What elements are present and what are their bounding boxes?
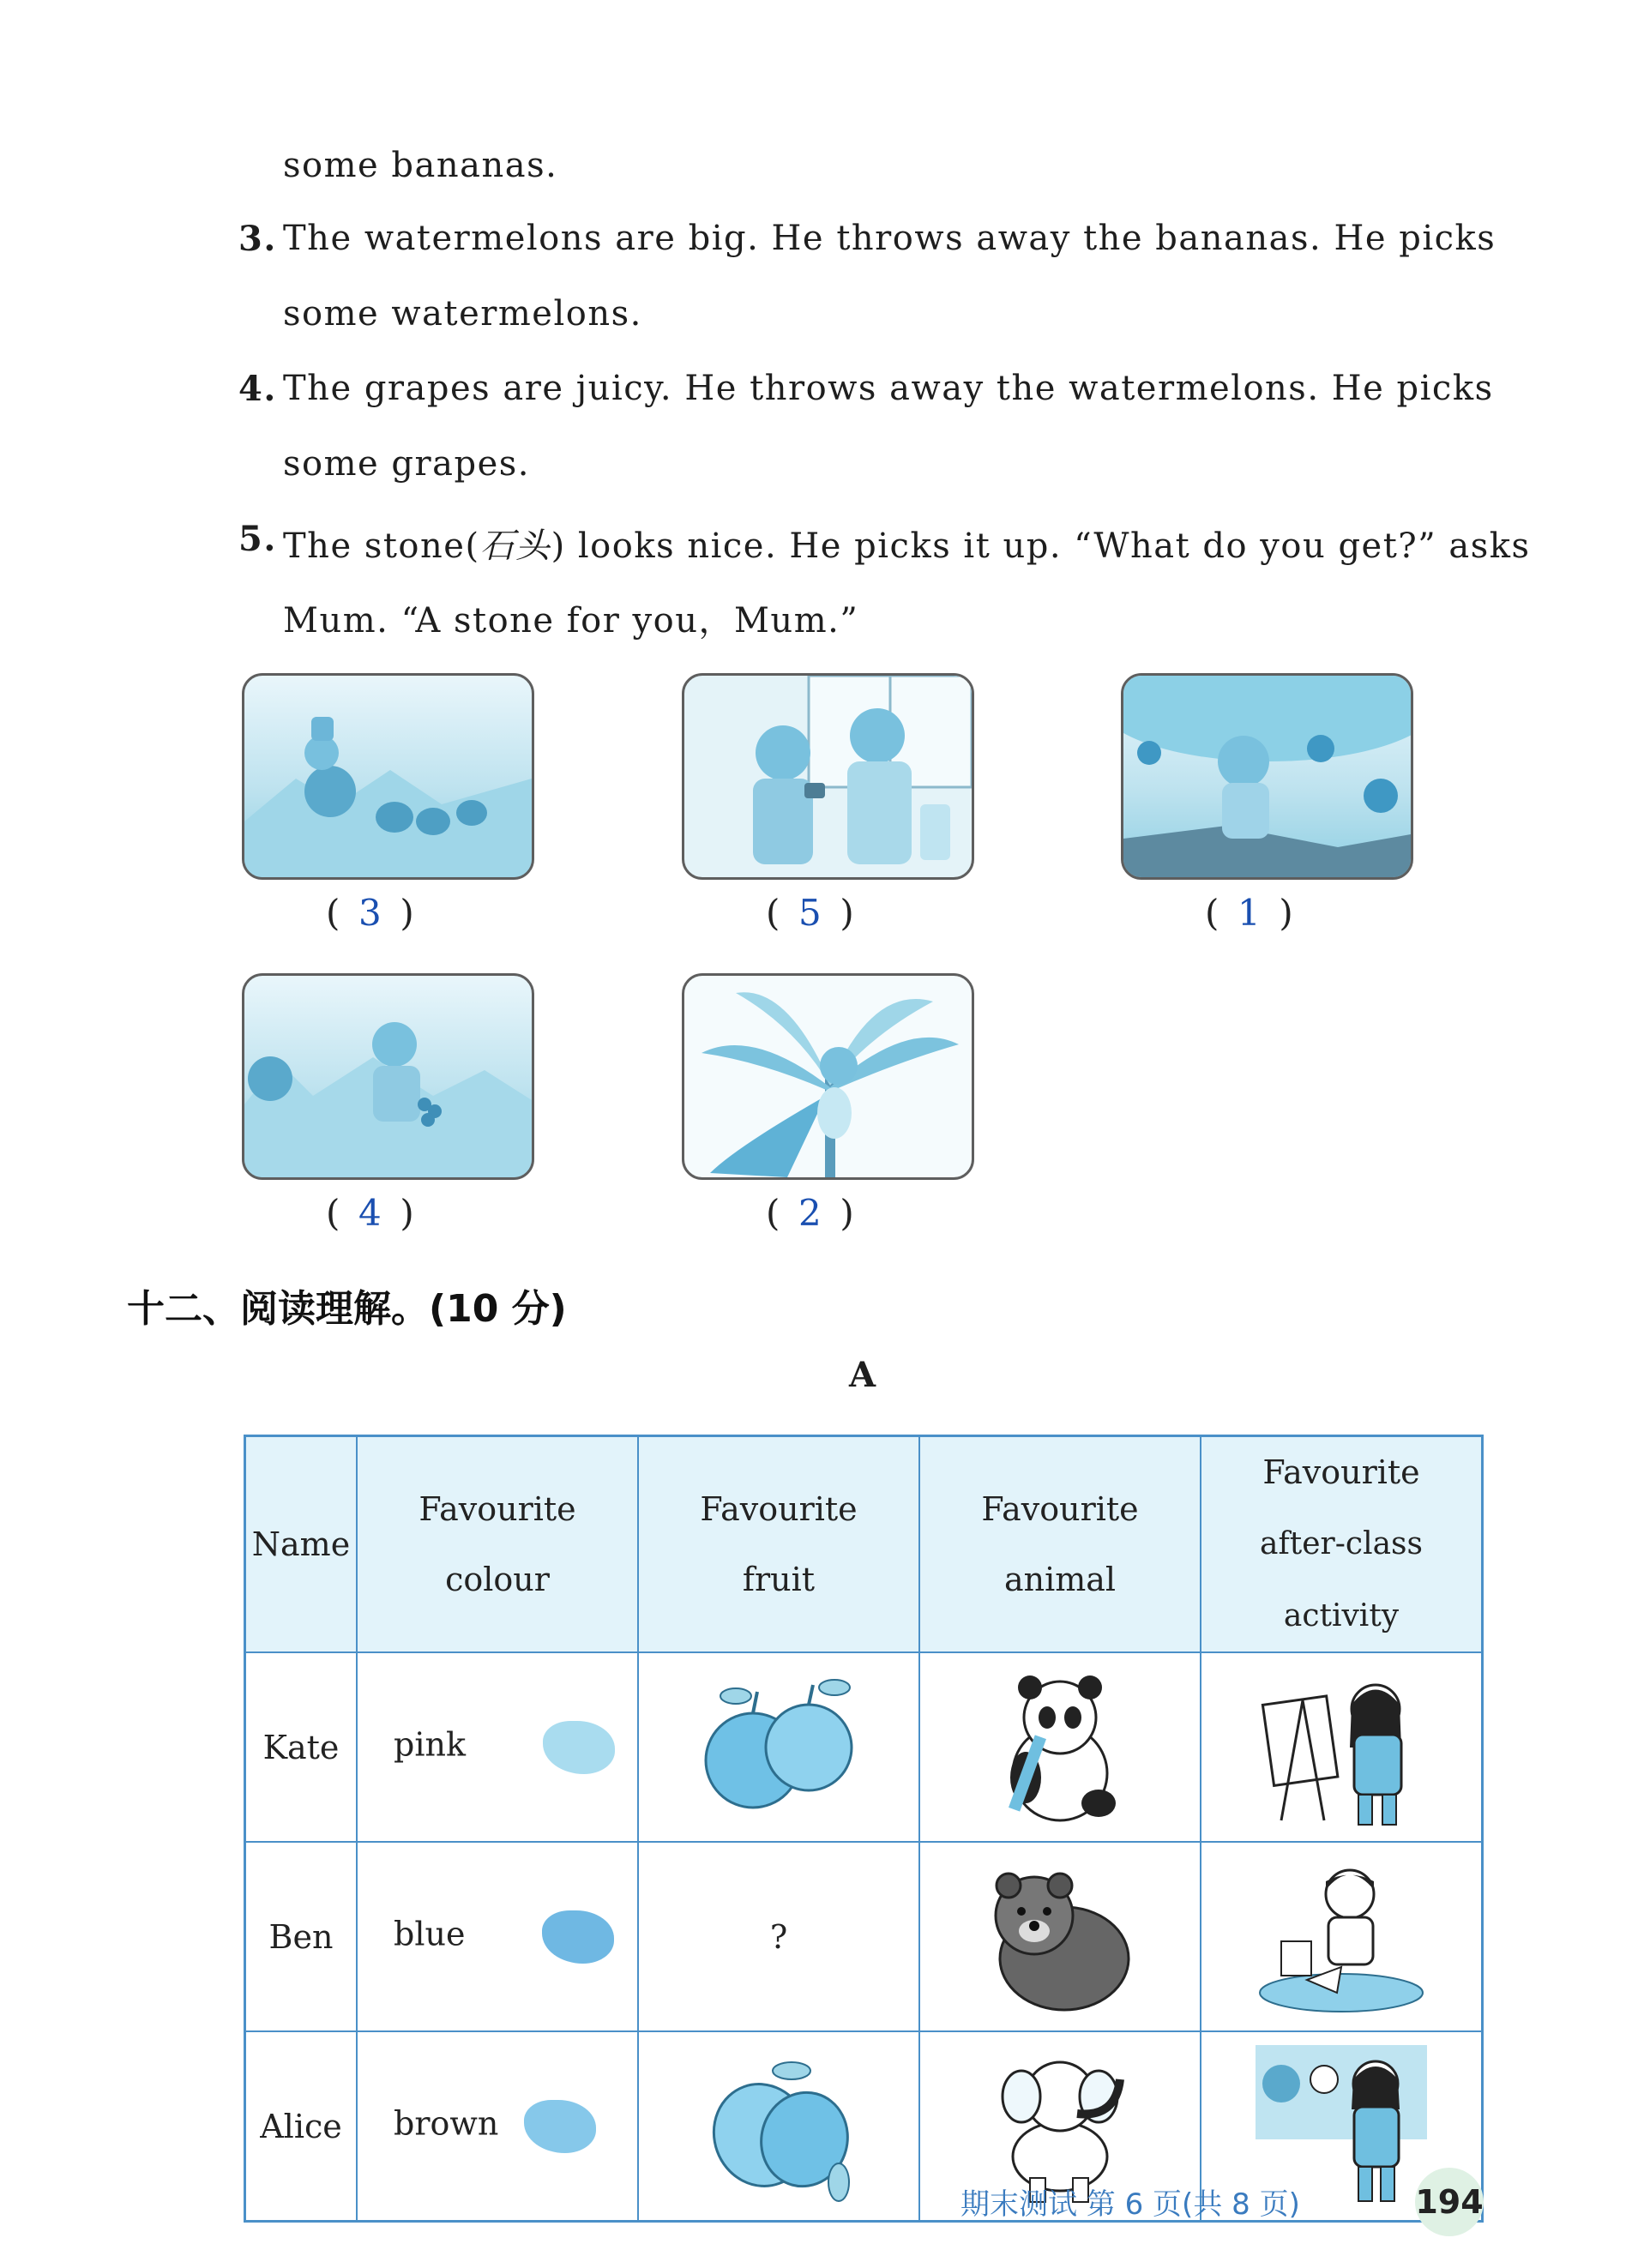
header-text: Name bbox=[251, 1525, 351, 1563]
mango-icon bbox=[693, 2045, 864, 2208]
item-4-number: 4. bbox=[238, 369, 277, 409]
answer-value: 4 bbox=[358, 1192, 382, 1234]
section-title: 十二、阅读理解。(10 分) bbox=[127, 1287, 567, 1331]
colour-word: pink bbox=[394, 1725, 466, 1763]
open-paren: ( bbox=[766, 1192, 780, 1234]
activity-cell bbox=[1201, 1652, 1483, 1842]
item-5-text-cont: Mum. “A stone for you，Mum.” bbox=[283, 601, 859, 641]
close-paren: ) bbox=[400, 1192, 414, 1234]
fruit-cell bbox=[638, 1652, 919, 1842]
item-4-text: The grapes are juicy. He throws away the watermelons. He picks bbox=[283, 369, 1494, 408]
fruit-cell bbox=[638, 2031, 919, 2222]
answer-slot-1[interactable] bbox=[326, 892, 414, 934]
paint-splash-icon bbox=[542, 1910, 614, 1964]
girl-painting-icon bbox=[1256, 1666, 1427, 1829]
item-5-text-a: The stone( bbox=[283, 526, 480, 566]
header-text: animal bbox=[1003, 1561, 1117, 1598]
colour-cell bbox=[357, 1842, 638, 2031]
answer-slot-4[interactable] bbox=[326, 1192, 414, 1234]
item-5-number: 5. bbox=[238, 519, 277, 559]
favourites-table bbox=[244, 1435, 1484, 2223]
monkey-watermelons-picture bbox=[242, 673, 534, 880]
monkey-stone-mum-picture bbox=[682, 673, 974, 880]
close-paren: ) bbox=[840, 1192, 854, 1234]
part-label: A bbox=[849, 1355, 876, 1395]
fruit-cell[interactable]: ? bbox=[638, 1842, 919, 2031]
table-row bbox=[245, 1842, 1483, 2031]
monkey-apple-tree-picture bbox=[1121, 673, 1413, 880]
open-paren: ( bbox=[1205, 892, 1219, 934]
colour-cell bbox=[357, 2031, 638, 2222]
paint-splash-icon bbox=[543, 1721, 615, 1774]
panda-icon bbox=[974, 1666, 1146, 1829]
name-cell: Kate bbox=[245, 1652, 358, 1842]
monkey-grapes-picture bbox=[242, 973, 534, 1180]
item-3-number: 3. bbox=[238, 219, 277, 259]
animal-cell bbox=[919, 1842, 1201, 2031]
colour-word: brown bbox=[394, 2104, 499, 2142]
animal-cell bbox=[919, 1652, 1201, 1842]
header-text: Favourite bbox=[700, 1490, 858, 1528]
header-fruit bbox=[638, 1436, 919, 1653]
page-number: 194 bbox=[1415, 2168, 1484, 2236]
item-4-text-cont: some grapes. bbox=[283, 444, 531, 484]
header-text: colour bbox=[445, 1561, 550, 1598]
colour-cell bbox=[357, 1652, 638, 1842]
header-text: Favourite bbox=[981, 1490, 1139, 1528]
paint-splash-icon bbox=[524, 2100, 596, 2153]
header-text: fruit bbox=[742, 1561, 816, 1598]
header-text: Favourite bbox=[419, 1490, 576, 1528]
bear-icon bbox=[974, 1856, 1146, 2018]
name-cell: Alice bbox=[245, 2031, 358, 2222]
item-3-text-cont: some watermelons. bbox=[283, 294, 642, 334]
header-activity bbox=[1201, 1436, 1483, 1653]
header-text: after-class activity bbox=[1259, 1526, 1424, 1633]
close-paren: ) bbox=[1279, 892, 1293, 934]
close-paren: ) bbox=[400, 892, 414, 934]
item-5-text-chinese: 石头 bbox=[479, 526, 551, 566]
answer-slot-5[interactable] bbox=[766, 1192, 854, 1234]
answer-slot-3[interactable] bbox=[1205, 892, 1293, 934]
close-paren: ) bbox=[840, 892, 854, 934]
table-row bbox=[245, 1652, 1483, 1842]
item-5-text-b: ) looks nice. He picks it up. “What do you get?” asks bbox=[551, 526, 1531, 566]
item-5-text bbox=[283, 519, 1531, 568]
header-name bbox=[245, 1436, 358, 1653]
header-colour bbox=[357, 1436, 638, 1653]
boy-making-paper-plane-icon bbox=[1256, 1856, 1427, 2018]
header-animal bbox=[919, 1436, 1201, 1653]
passage-line: some bananas. bbox=[283, 146, 558, 185]
table-header-row bbox=[245, 1436, 1483, 1653]
footer-text: 期末测试 第 6 页(共 8 页) bbox=[960, 2187, 1300, 2222]
open-paren: ( bbox=[326, 1192, 340, 1234]
activity-cell bbox=[1201, 1842, 1483, 2031]
apple-icon bbox=[693, 1666, 864, 1829]
answer-value: 5 bbox=[798, 892, 822, 934]
answer-value: 2 bbox=[798, 1192, 822, 1234]
answer-slot-2[interactable] bbox=[766, 892, 854, 934]
open-paren: ( bbox=[766, 892, 780, 934]
monkey-banana-tree-picture bbox=[682, 973, 974, 1180]
item-3-text: The watermelons are big. He throws away the bananas. He picks bbox=[283, 219, 1496, 258]
answer-value: 1 bbox=[1238, 892, 1261, 934]
colour-word: blue bbox=[394, 1915, 466, 1952]
name-cell: Ben bbox=[245, 1842, 358, 2031]
header-text: Favourite bbox=[1262, 1453, 1420, 1491]
answer-value: 3 bbox=[358, 892, 382, 934]
open-paren: ( bbox=[326, 892, 340, 934]
